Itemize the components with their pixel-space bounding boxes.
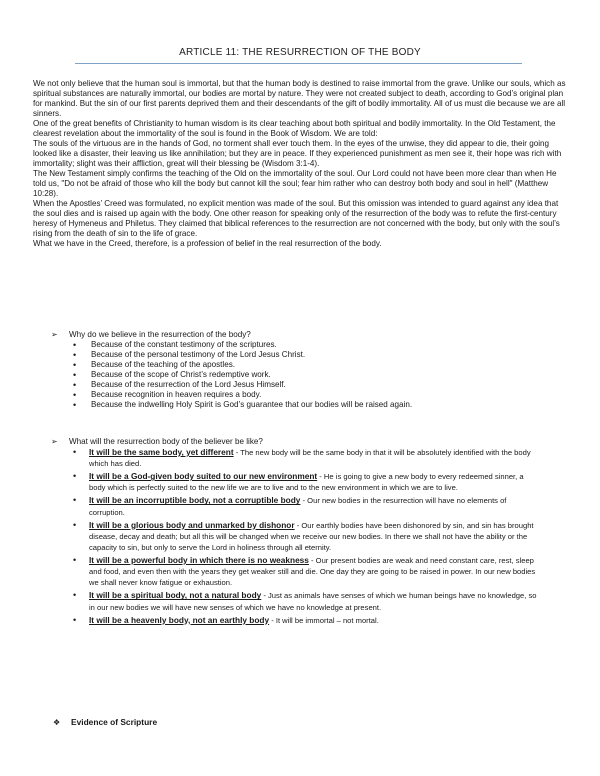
question-text: Why do we believe in the resurrection of the body? [69, 330, 251, 339]
item-description: - Our earthly bodies have been dishonored by sin, and sin has brought disease, decay and death; but all this will be changed when we receive our new bodies. In there we shall not have the ability or the capacity to sin, but only to serve the Lord in holiness through all eternity. [89, 520, 534, 553]
bullet-icon: • [73, 590, 77, 601]
list-item-text: Because the indwelling Holy Spirit is God’s guarantee that our bodies will be raised again. [91, 400, 413, 409]
question-section-what [51, 437, 551, 628]
list-item [73, 495, 539, 517]
characteristics-list [51, 447, 539, 626]
bullet-icon: • [73, 370, 77, 380]
bullet-icon: • [73, 390, 77, 400]
item-heading: It will be a glorious body and unmarked by dishonor [89, 519, 295, 530]
bullet-icon: • [73, 471, 77, 482]
paragraph: We not only believe that the human soul is immortal, but that the human body is destined to raise immortal from the grave. Unlike our souls, which as spiritual substances are naturally immortal, our bodies are mortal by nature. They were not created subject to death, according to God’s original plan for mankind. But the sin of our first parents deprived them and their descendants of the gift of bodily immortality. All of us must die because we are all sinners. [33, 79, 566, 118]
list-item [73, 360, 551, 370]
bullet-icon: • [73, 495, 77, 506]
bullet-icon: • [73, 447, 77, 457]
list-item [73, 390, 551, 400]
item-heading: It will be a powerful body in which there is no weakness [89, 555, 309, 566]
bullet-icon: • [73, 400, 77, 410]
list-item [73, 615, 539, 626]
bullet-icon: • [73, 360, 77, 370]
list-item [73, 380, 551, 390]
bullet-icon: • [73, 555, 77, 566]
question-text: What will the resurrection body of the believer be like? [69, 437, 263, 446]
list-item-text: Because of the scope of Christ’s redemptive work. [91, 370, 271, 379]
item-heading: It will be an incorruptible body, not a corruptible body [89, 495, 301, 506]
title-underline [75, 63, 522, 64]
paragraph: The souls of the virtuous are in the hands of God, no torment shall ever touch them. In the eyes of the unwise, they did appear to die, their going looked like a disaster, their leaving us like annihilation; but they are in peace. If they experienced punishment as men see it, their hope was rich with immortality; slight was their affliction, great will their blessing be (Wisdom 3:1-4). [33, 139, 562, 168]
list-item [73, 555, 539, 589]
item-description: - Our present bodies are weak and need constant care, rest, sleep and food, and even then with the years they get weaker still and die. One day they are going to be raised in power. In our new bodies we shall never know fatigue or exhaustion. [89, 556, 536, 588]
list-item-text: Because of the constant testimony of the scriptures. [91, 340, 277, 349]
evidence-heading-text: Evidence of Scripture [71, 717, 158, 727]
arrow-bullet-icon: ➢ [51, 437, 58, 446]
paragraph: When the Apostles’ Creed was formulated, no explicit mention was made of the soul. But this omission was intended to guard against any idea that the soul dies and is raised up again with the body. One other reason for speaking only of the resurrection of the body was to refute the first-century heresy of Hymeneus and Philetus. They claimed that biblical references to the resurrection are not concerned with the body, but only with the soul’s rising from the death of sin to the life of grace. [33, 199, 560, 238]
list-item [73, 520, 539, 554]
list-item [73, 350, 551, 360]
bullet-icon: • [73, 614, 77, 625]
list-item [73, 400, 551, 410]
list-item-text: Because of the personal testimony of the Lord Jesus Christ. [91, 350, 306, 359]
paragraph: One of the great benefits of Christianity to human wisdom is its clear teaching about both spiritual and bodily immortality. In the Old Testament, the clearest revelation about the immortality of the soul is found in the Book of Wisdom. We are told: [33, 119, 556, 138]
item-description: - He is going to give a new body to every redeemed sinner, a body which is perfectly suited to the new life we are to live and to the new environment in which we are to live. [89, 472, 524, 493]
item-heading: It will be the same body, yet different [89, 447, 234, 457]
evidence-heading [53, 717, 157, 727]
item-heading: It will be a spiritual body, not a natural body [89, 590, 262, 601]
reasons-list [51, 340, 551, 410]
item-description: - Our new bodies in the resurrection will have no elements of corruption. [89, 496, 507, 517]
article-title: ARTICLE 11: THE RESURRECTION OF THE BODY [179, 47, 421, 58]
list-item-text: Because of the teaching of the apostles. [91, 360, 235, 369]
item-heading: It will be a God-given body suited to our new environment [89, 471, 318, 482]
item-description: - It will be immortal – not mortal. [269, 615, 379, 625]
question-section-why [51, 330, 551, 410]
paragraph: The New Testament simply confirms the teaching of the Old on the immortality of the soul. Our Lord could not have been more clear than when He told us, "Do not be afraid of those who kill the body but cannot kill the soul; fear him rather who can destroy both body and soul in hell" (Matthew 10:28). [33, 169, 557, 198]
item-description: - Just as animals have senses of which we human beings have no knowledge, so in our new bodies we will have new senses of which we have no knowledge at present. [89, 591, 537, 612]
bullet-icon: • [73, 519, 77, 530]
list-item [73, 370, 551, 380]
body-text [33, 79, 567, 249]
arrow-bullet-icon: ➢ [51, 330, 58, 339]
bullet-icon: • [73, 340, 77, 350]
list-item [73, 447, 539, 469]
list-item [73, 471, 539, 493]
bullet-icon: • [73, 380, 77, 390]
diamond-bullet-icon: ❖ [53, 718, 61, 727]
list-item-text: Because recognition in heaven requires a body. [91, 390, 262, 399]
list-item [73, 590, 539, 612]
question-heading [51, 330, 551, 340]
paragraph: What we have in the Creed, therefore, is a profession of belief in the real resurrection of the body. [33, 239, 382, 248]
list-item [73, 340, 551, 350]
item-heading: It will be a heavenly body, not an earthly body [89, 614, 270, 625]
list-item-text: Because of the resurrection of the Lord Jesus Himself. [91, 380, 286, 389]
item-description: - The new body will be the same body in that it will be absolutely identified with the body which has died. [89, 448, 531, 469]
bullet-icon: • [73, 350, 77, 360]
question-heading [51, 437, 551, 447]
